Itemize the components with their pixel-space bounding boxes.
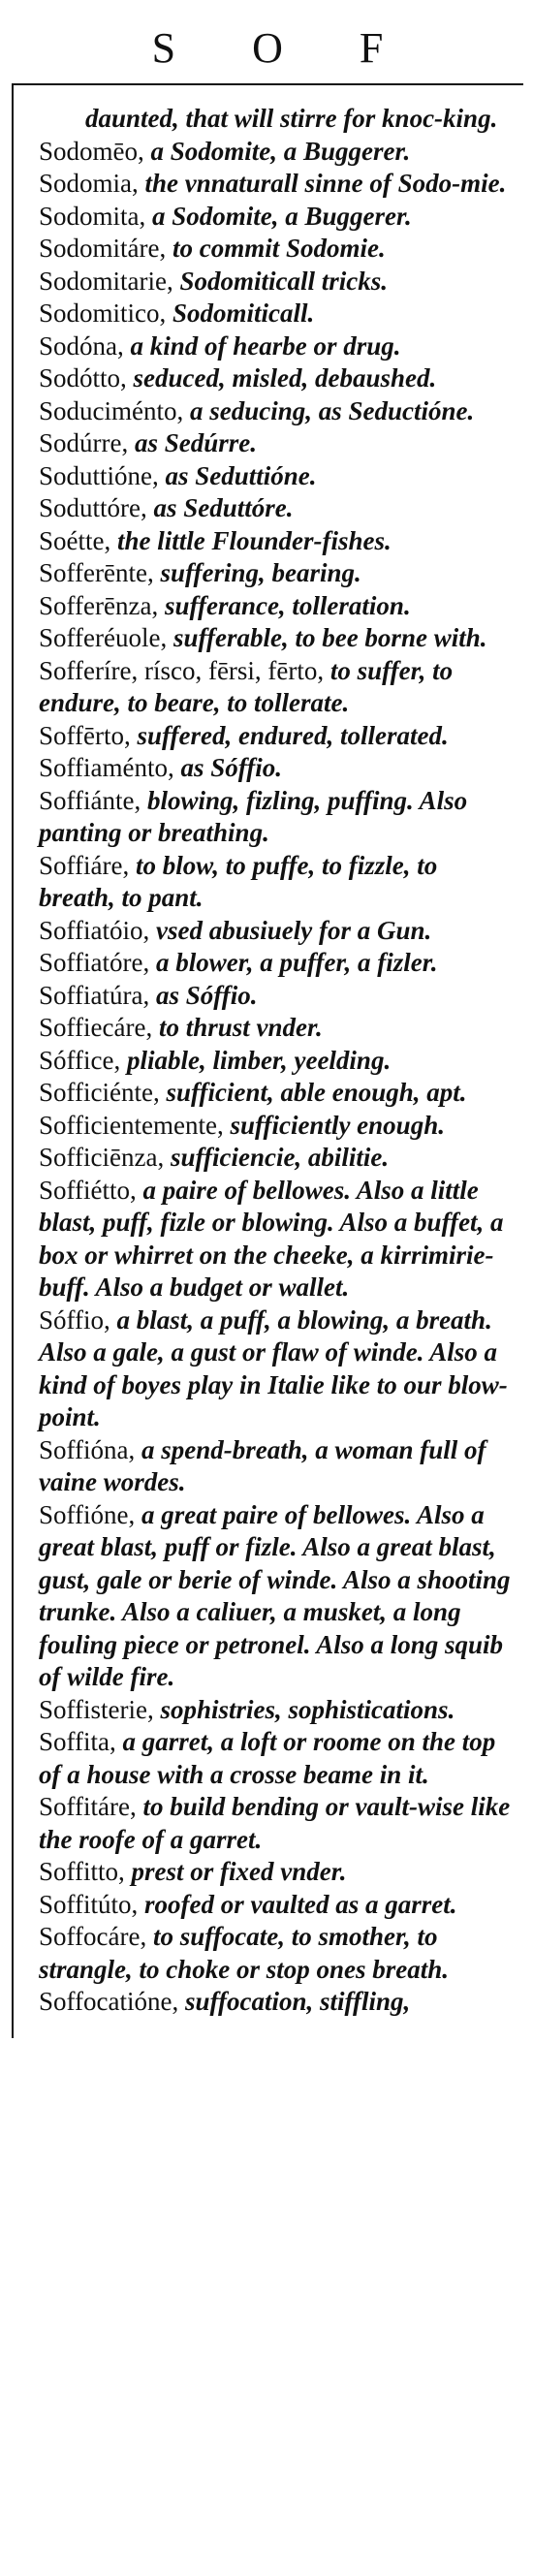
headword: Sofficiēnza, bbox=[39, 1143, 165, 1172]
headword: Sodomitico, bbox=[39, 298, 167, 328]
definition: sufferance, tolleration. bbox=[158, 590, 411, 620]
dictionary-entry bbox=[39, 330, 519, 363]
headword: Soffocáre, bbox=[39, 1922, 147, 1951]
dictionary-entry bbox=[39, 980, 519, 1013]
headword: Soduttóre, bbox=[39, 493, 147, 522]
definition: daunted, that will stirre for knoc-king. bbox=[85, 104, 498, 133]
dictionary-entry bbox=[39, 362, 519, 395]
headword: Soffiaménto, bbox=[39, 753, 174, 782]
dictionary-entry bbox=[39, 1856, 519, 1889]
dictionary-entry bbox=[39, 266, 519, 298]
definition: Sodomiticall tricks. bbox=[172, 266, 388, 296]
dictionary-entry bbox=[39, 622, 519, 655]
definition: as Sóffio. bbox=[173, 753, 283, 782]
headword: Sodomitarie, bbox=[39, 266, 173, 296]
definition: to thrust vnder. bbox=[152, 1013, 323, 1042]
entry-list bbox=[12, 103, 523, 2019]
dictionary-entry bbox=[39, 1889, 519, 1922]
definition: suffocation, stiffling, bbox=[178, 1987, 411, 2016]
dictionary-entry bbox=[39, 1726, 519, 1791]
headword: Soffiatóio, bbox=[39, 915, 150, 945]
dictionary-entry bbox=[39, 557, 519, 590]
definition: blowing, fizling, puffing. Also panting or breathing. bbox=[39, 785, 468, 847]
dictionary-entry bbox=[39, 915, 519, 948]
dictionary-entry bbox=[39, 136, 519, 169]
headword: Soffisterie, bbox=[39, 1694, 154, 1724]
definition: a paire of bellowes. Also a little blast, puff, fizle or blowing. Also a buffet, a box or whirret on the cheeke, a kirrimirie-buff. Also a budget or wallet. bbox=[39, 1175, 504, 1302]
headword: Sofferēnza, bbox=[39, 590, 159, 620]
dictionary-entry bbox=[39, 1434, 519, 1499]
definition: to blow, to puffe, to fizzle, to breath, to pant. bbox=[39, 850, 438, 912]
dictionary-entry bbox=[39, 460, 519, 493]
definition: sufficiencie, abilitie. bbox=[164, 1143, 390, 1172]
definition: seduced, misled, debaushed. bbox=[126, 363, 437, 393]
definition: prest or fixed vnder. bbox=[124, 1857, 347, 1886]
headword: Soffocatióne, bbox=[39, 1987, 179, 2016]
headword: Sodomia, bbox=[39, 169, 139, 198]
headword: Sodomita, bbox=[39, 201, 146, 231]
headword: Soffitúto, bbox=[39, 1889, 139, 1919]
definition: pliable, limber, yeelding. bbox=[120, 1045, 392, 1075]
dictionary-entry bbox=[39, 1921, 519, 1986]
headword: Sofficientemente, bbox=[39, 1110, 224, 1140]
headword: Sofficiénte, bbox=[39, 1078, 160, 1107]
headword: Soffióna, bbox=[39, 1434, 136, 1464]
headword: Soffiatóre, bbox=[39, 948, 150, 977]
definition: a spend-breath, a woman full of vaine wordes. bbox=[39, 1434, 486, 1496]
headword: Soétte, bbox=[39, 525, 111, 555]
dictionary-entry bbox=[39, 492, 519, 525]
dictionary-entry bbox=[39, 201, 519, 234]
dictionary-entry bbox=[39, 395, 519, 428]
headword: Soffióne, bbox=[39, 1499, 136, 1529]
definition: a Sodomite, a Buggerer. bbox=[143, 136, 411, 166]
dictionary-entry bbox=[39, 1791, 519, 1856]
definition: sophistries, sophistications. bbox=[153, 1694, 455, 1724]
headword: Sofferéuole, bbox=[39, 623, 168, 652]
definition: sufferable, to bee borne with. bbox=[167, 623, 487, 652]
definition: a great paire of bellowes. Also a great blast, puff or fizle. Also a great blast, gust, gale or berie of winde. Also a shooting trunke. Also a caliuer, a musket, a long fouling piece or petronel. Also a long squib of wilde fire. bbox=[39, 1499, 511, 1691]
column bbox=[12, 85, 523, 2019]
dictionary-entry bbox=[39, 427, 519, 460]
headword: Sodótto, bbox=[39, 363, 127, 393]
headword: Soffiatúra, bbox=[39, 980, 150, 1010]
dictionary-entry bbox=[39, 1012, 519, 1045]
dictionary-entry bbox=[39, 590, 519, 623]
headword: Soffiecáre, bbox=[39, 1013, 153, 1042]
running-head: S O F bbox=[151, 24, 417, 72]
dictionary-entry bbox=[39, 1077, 519, 1110]
definition: a Sodomite, a Buggerer. bbox=[145, 201, 412, 231]
dictionary-entry bbox=[39, 1110, 519, 1143]
definition: a garret, a loft or roome on the top of a house with a crosse beame in it. bbox=[39, 1727, 496, 1789]
dictionary-entry bbox=[39, 1986, 519, 2019]
dictionary-entry bbox=[39, 525, 519, 558]
definition: as Seduttóre. bbox=[146, 493, 294, 522]
definition: to suffocate, to smother, to strangle, to choke or stop ones breath. bbox=[39, 1922, 450, 1984]
headword: Soffiánte, bbox=[39, 785, 141, 815]
definition: as Sóffio. bbox=[149, 980, 258, 1010]
dictionary-entry bbox=[39, 103, 519, 136]
dictionary-entry bbox=[39, 1499, 519, 1694]
definition: sufficient, able enough, apt. bbox=[159, 1078, 467, 1107]
definition: suffering, bearing. bbox=[153, 558, 361, 587]
headword: Sodúrre, bbox=[39, 428, 129, 457]
dictionary-entry bbox=[39, 1694, 519, 1727]
headword: Soffitto, bbox=[39, 1857, 125, 1886]
definition: the vnnaturall sinne of Sodo-mie. bbox=[138, 169, 507, 198]
dictionary-entry bbox=[39, 168, 519, 201]
headword: Soffiétto, bbox=[39, 1175, 137, 1205]
definition: the little Flounder-fishes. bbox=[110, 525, 392, 555]
definition: suffered, endured, tollerated. bbox=[130, 720, 449, 750]
headword: Sodóna, bbox=[39, 330, 124, 361]
headword: Sodomēo, bbox=[39, 136, 144, 166]
headword: Soffērto, bbox=[39, 720, 131, 750]
definition: to commit Sodomie. bbox=[166, 234, 386, 263]
definition: a seducing, as Seductióne. bbox=[183, 395, 475, 425]
dictionary-entry bbox=[39, 1142, 519, 1175]
dictionary-entry bbox=[39, 1304, 519, 1434]
dictionary-entry bbox=[39, 298, 519, 330]
headword: Sofferíre, rísco, fērsi, fērto, bbox=[39, 655, 325, 685]
definition: as Seduttióne. bbox=[158, 460, 317, 490]
headword: Sóffio, bbox=[39, 1304, 110, 1335]
definition: a blast, a puff, a blowing, a breath. Also a gale, a gust or flaw of winde. Also a kind of boyes play in Italie like to our blow-point. bbox=[39, 1304, 508, 1431]
dictionary-entry bbox=[39, 1045, 519, 1078]
definition: roofed or vaulted as a garret. bbox=[138, 1889, 457, 1919]
definition: vsed abusiuely for a Gun. bbox=[149, 915, 432, 945]
definition: Sodomiticall. bbox=[166, 298, 315, 328]
headword: Soffitáre, bbox=[39, 1792, 137, 1821]
dictionary-entry bbox=[39, 752, 519, 785]
headword: Sodomitáre, bbox=[39, 234, 167, 263]
definition: as Sedúrre. bbox=[128, 428, 258, 457]
headword: Sofferēnte, bbox=[39, 558, 154, 587]
dictionary-entry bbox=[39, 1175, 519, 1304]
definition: a kind of hearbe or drug. bbox=[123, 330, 401, 361]
definition: to build bending or vault-wise like the roofe of a garret. bbox=[39, 1792, 511, 1854]
dictionary-entry bbox=[39, 850, 519, 915]
definition: to suffer, to endure, to beare, to tollerate. bbox=[39, 655, 454, 717]
headword: Soduttióne, bbox=[39, 460, 159, 490]
headword: Soffita, bbox=[39, 1727, 116, 1756]
dictionary-entry bbox=[39, 947, 519, 980]
dictionary-entry bbox=[39, 785, 519, 850]
dictionary-entry bbox=[39, 720, 519, 753]
headword: Soduciménto, bbox=[39, 395, 184, 425]
definition: a blower, a puffer, a fizler. bbox=[149, 948, 438, 977]
definition: sufficiently enough. bbox=[223, 1110, 445, 1140]
dictionary-entry bbox=[39, 655, 519, 720]
headword: Sóffice, bbox=[39, 1045, 121, 1075]
dictionary-entry bbox=[39, 233, 519, 266]
headword: Soffiáre, bbox=[39, 850, 130, 880]
